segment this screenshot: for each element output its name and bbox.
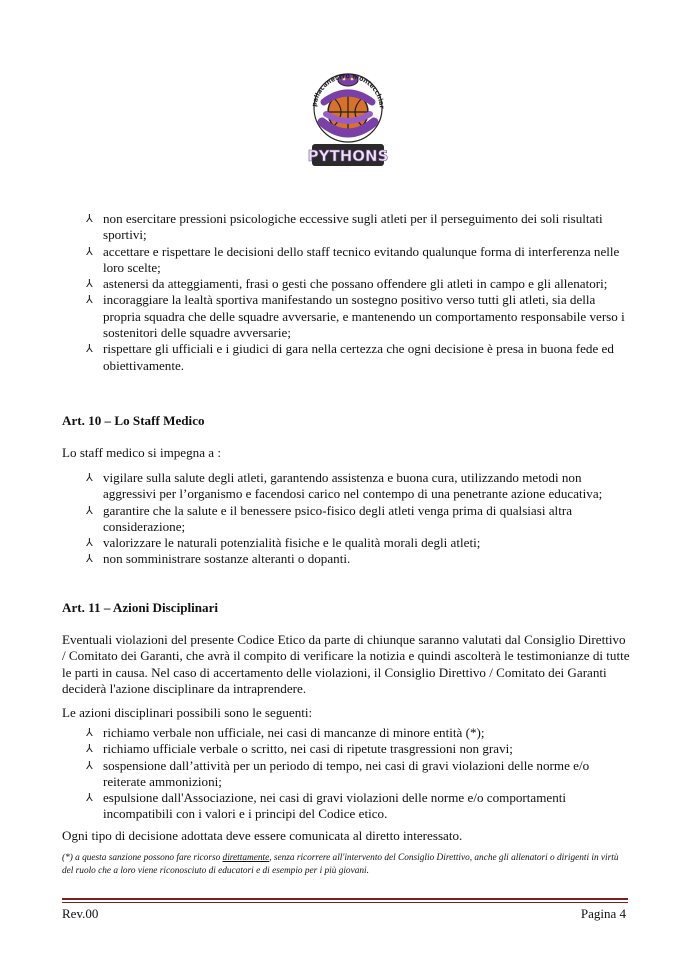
bullet-icon: ⅄: [86, 293, 93, 307]
art10-heading: Art. 10 – Lo Staff Medico: [62, 413, 205, 428]
footnote: (*) a questa sanzione possono fare ricorso direttamente, senza ricorrere all'intervento del Consiglio Direttivo, anche gli allenatori o dirigenti in virtù del ruolo che a loro viene riconosciuto di educatori e di esempio per i più giovani.: [62, 853, 619, 876]
logo-arc-text: pallacanestro montecchiar: [310, 71, 386, 109]
bullet-icon: ⅄: [86, 536, 93, 550]
list-item: ⅄ rispettare gli ufficiali e i giudici di gara nella certezza che ogni decisione è presa in buona fede ed obiettivamente.: [86, 341, 614, 373]
footer-revision: Rev.00: [62, 906, 99, 921]
list-item: ⅄ incoraggiare la lealtà sportiva manifestando un sostegno positivo verso tutti gli atleti, sia della propria squadra che delle squadre avversarie, e mantenendo un comportamento responsabile verso i sostenitori delle squadre avversarie;: [86, 292, 625, 341]
list-item: ⅄ vigilare sulla salute degli atleti, garantendo assistenza e buona cura, utilizzando metodi non aggressivi per l’organismo e facendosi carico nel contempo di una penetrante azione educativa;: [86, 470, 603, 502]
bullet-icon: ⅄: [86, 244, 93, 258]
footer-rule: [62, 898, 628, 900]
list-item: ⅄ accettare e rispettare le decisioni dello staff tecnico evitando qualunque forma di interferenza nelle loro scelte;: [86, 243, 620, 275]
bullet-icon: ⅄: [86, 758, 93, 772]
list-item: ⅄ valorizzare le naturali potenzialità fisiche e le qualità morali degli atleti;: [86, 535, 481, 551]
bullet-icon: ⅄: [86, 471, 93, 484]
bullet-icon: ⅄: [86, 342, 93, 356]
list-item: ⅄ garantire che la salute e il benessere psico-fisico degli atleti venga prima di qualsiasi altra considerazione;: [86, 502, 573, 534]
list-item: ⅄ non esercitare pressioni psicologiche eccessive sugli atleti per il perseguimento dei soli risultati sportivi;: [86, 211, 603, 243]
art11-closing: Ogni tipo di decisione adottata deve essere comunicata al diretto interessato.: [62, 828, 463, 843]
art11-paragraph: Eventuali violazioni del presente Codice Etico da parte di chiunque saranno valutati dal Consiglio Direttivo / Comitato dei Garanti, che avrà il compito di verificare la notizia e quindi ascolterà le testimonianze di tutte le parti in causa. Nel caso di accertamento delle violazioni, il Consiglio Direttivo / Comitato dei Garanti deciderà l'azione disciplinare da intraprendere.: [62, 632, 630, 696]
art11-intro: Le azioni disciplinari possibili sono le seguenti:: [62, 705, 313, 720]
art11-heading: Art. 11 – Azioni Disciplinari: [62, 600, 219, 615]
list-item: ⅄ richiamo ufficiale verbale o scritto, nei casi di ripetute trasgressioni non gravi;: [86, 741, 513, 757]
list-item: ⅄ richiamo verbale non ufficiale, nei casi di mancanze di minore entità (*);: [86, 725, 485, 740]
footer-page-number: Pagina 4: [580, 906, 626, 921]
pythons-logo: [306, 52, 390, 170]
bullet-icon: ⅄: [86, 726, 93, 739]
list-item: ⅄ sospensione dall’attività per un periodo di tempo, nei casi di gravi violazioni delle norme e/o reiterate ammonizioni;: [86, 757, 590, 789]
medical-staff-list: [86, 470, 626, 568]
list-item: ⅄ astenersi da atteggiamenti, frasi o gesti che possano offendere gli atleti in campo e gli allenatori;: [86, 276, 608, 292]
pythons-logo-graphic: [306, 52, 390, 170]
list-item: ⅄ espulsione dall'Associazione, nei casi di gravi violazioni delle norme e/o comportamenti incompatibili con i valori e i principi del Codice etico.: [86, 790, 567, 822]
footer-rule-thin: [62, 902, 628, 903]
bullet-icon: ⅄: [86, 552, 93, 566]
bullet-icon: ⅄: [86, 503, 93, 517]
bullet-icon: ⅄: [86, 742, 93, 756]
bullet-icon: ⅄: [86, 791, 93, 805]
bullet-icon: ⅄: [86, 277, 93, 291]
bullet-icon: ⅄: [86, 212, 93, 225]
art10-intro: Lo staff medico si impegna a :: [62, 445, 222, 460]
parents-duties-list: [86, 211, 626, 374]
disciplinary-actions-list: [86, 725, 626, 823]
logo-brand-text: PYTHONS: [307, 147, 389, 165]
list-item: ⅄ non somministrare sostanze alteranti o dopanti.: [86, 551, 351, 567]
